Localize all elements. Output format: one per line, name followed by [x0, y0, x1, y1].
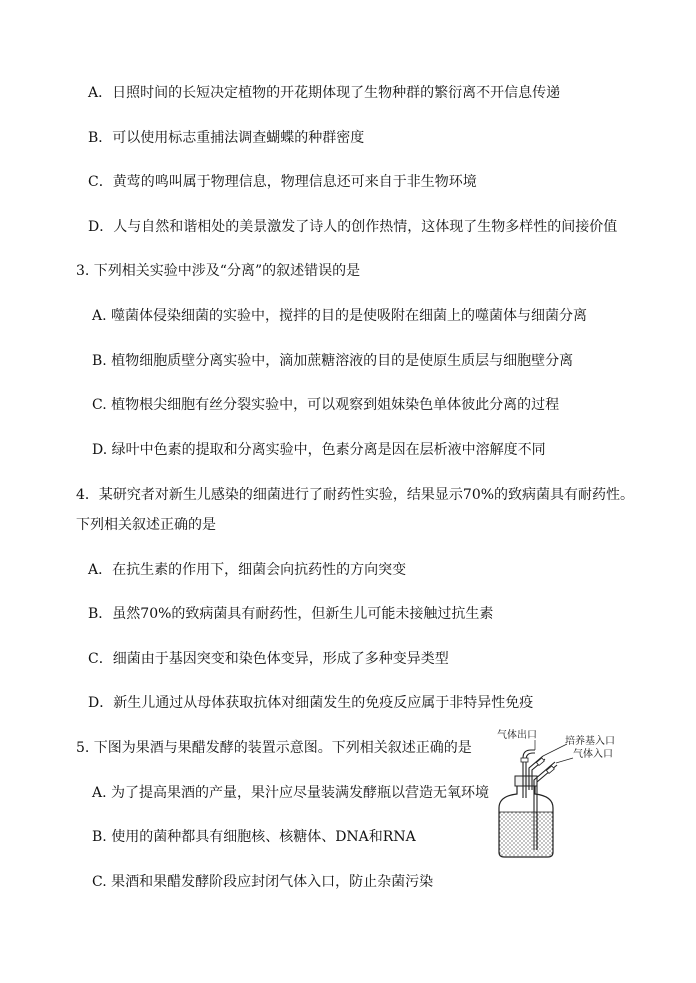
q4-stem-line1: 4．某研究者对新生儿感染的细菌进行了耐药性实验，结果显示70%的致病菌具有耐药性。: [76, 487, 635, 503]
q4-stem-line2: 下列相关叙述正确的是: [76, 517, 216, 533]
q5-stem: 5. 下图为果酒与果醋发酵的装置示意图。下列相关叙述正确的是: [76, 740, 472, 756]
q2-option-b: B．可以使用标志重捕法调查蝴蝶的种群密度: [88, 130, 365, 146]
q3-option-b: B. 植物细胞质壁分离实验中，滴加蔗糖溶液的目的是使原生质层与细胞壁分离: [92, 353, 574, 369]
q3-option-c: C. 植物根尖细胞有丝分裂实验中，可以观察到姐妹染色单体彼此分离的过程: [92, 397, 560, 413]
q2-option-a: A．日照时间的长短决定植物的开花期体现了生物种群的繁衍离不开信息传递: [88, 85, 561, 101]
q3-stem: 3. 下列相关实验中涉及“分离”的叙述错误的是: [76, 263, 361, 279]
q5-option-a: A. 为了提高果酒的产量，果汁应尽量装满发酵瓶以营造无氧环境: [92, 785, 490, 801]
q3-option-a: A. 噬菌体侵染细菌的实验中，搅拌的目的是使吸附在细菌上的噬菌体与细菌分离: [92, 308, 588, 324]
q4-option-c: C．细菌由于基因突变和染色体变异，形成了多种变异类型: [88, 651, 449, 667]
q2-option-d: D．人与自然和谐相处的美景激发了诗人的创作热情，这体现了生物多样性的间接价值: [88, 219, 618, 235]
q5-option-c: C. 果酒和果醋发酵阶段应封闭气体入口，防止杂菌污染: [92, 874, 434, 890]
fermentation-liquid: [499, 812, 553, 857]
gas-outlet-label: 气体出口: [497, 730, 537, 741]
fermentation-apparatus-figure: [495, 728, 625, 863]
q3-option-d: D. 绿叶中色素的提取和分离实验中，色素分离是因在层析液中溶解度不同: [92, 442, 546, 458]
q4-option-b: B．虽然70%的致病菌具有耐药性，但新生儿可能未接触过抗生素: [88, 606, 494, 622]
q4-option-d: D．新生儿通过从母体获取抗体对细菌发生的免疫反应属于非特异性免疫: [88, 695, 534, 711]
q4-option-a: A．在抗生素的作用下，细菌会向抗药性的方向突变: [88, 562, 407, 578]
q5-option-b: B. 使用的菌种都具有细胞核、核糖体、DNA和RNA: [92, 829, 416, 845]
medium-inlet-label: 培养基入口: [565, 736, 615, 747]
gas-inlet-label: 气体入口: [573, 749, 613, 760]
q2-option-c: C．黄莺的鸣叫属于物理信息，物理信息还可来自于非生物环境: [88, 174, 477, 190]
